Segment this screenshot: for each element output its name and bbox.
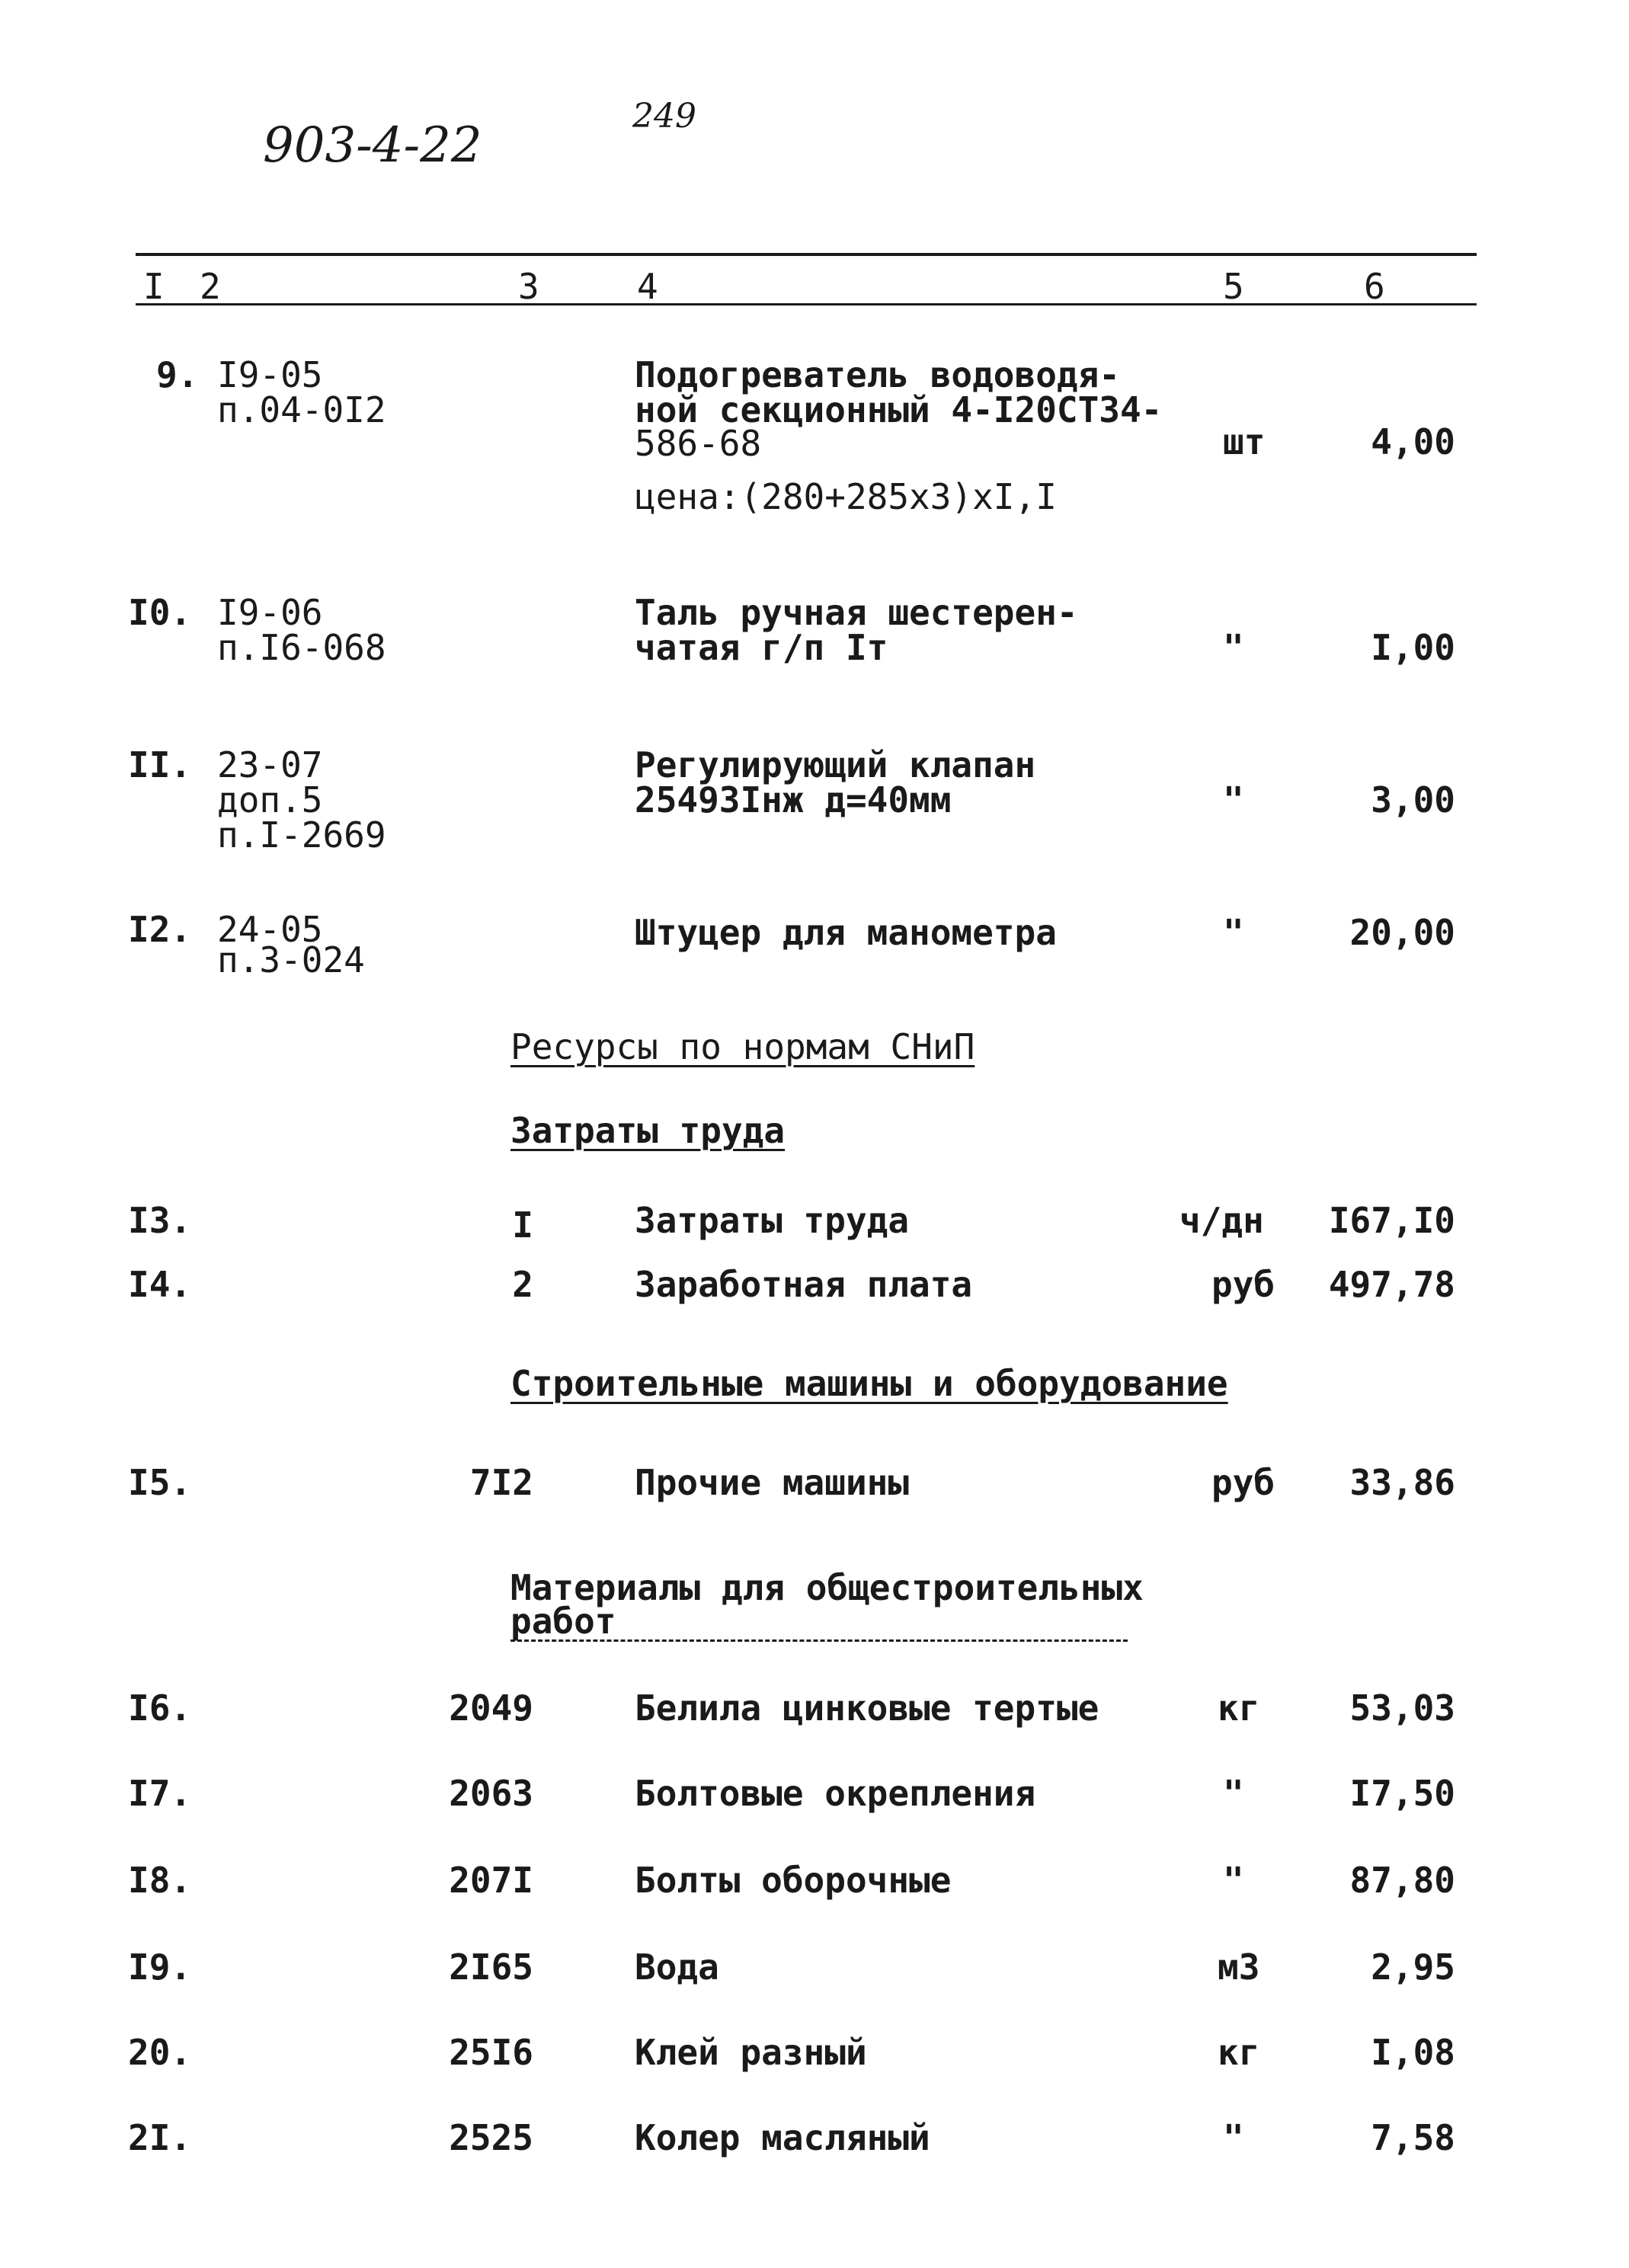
column-header-1: I [143,266,165,307]
column-header-4: 4 [637,266,658,307]
row-number: I8. [128,1860,192,1901]
row-number: 2I. [128,2117,192,2158]
row-unit: кг [1218,2032,1260,2073]
row-unit: ч/дн [1179,1200,1264,1241]
row-name: Колер масляный [635,2117,930,2158]
row-code-number: I [512,1204,533,1246]
column-header-6: 6 [1364,266,1385,307]
row-code-number: 2 [512,1264,533,1305]
column-header-3: 3 [518,266,539,307]
row-name-line: 25493Iнж д=40мм [635,779,952,821]
row-unit: руб [1211,1264,1275,1305]
row-code-line: I9-06 [217,592,323,633]
row-name-line: Таль ручная шестерен- [635,592,1078,633]
row-name: Болты оборочные [635,1860,952,1901]
row-code-line: п.I-2669 [217,814,386,856]
row-name-line: чатая г/п Iт [635,627,888,668]
row-unit: " [1223,1773,1244,1814]
page-number: 249 [632,97,696,136]
row-number: I9. [128,1947,192,1988]
row-name: Белила цинковые тертые [635,1687,1099,1729]
row-name-line: Подогреватель водоводя- [635,354,1120,395]
row-quantity: 2,95 [1371,1947,1455,1988]
section-heading-materials: Материалы для общестроительных [510,1567,1144,1608]
table-header-rule [136,303,1477,305]
row-unit: кг [1218,1687,1260,1729]
row-number: I5. [128,1462,192,1503]
row-code-number: 2063 [449,1773,533,1814]
row-code-number: 207I [449,1860,533,1901]
row-quantity: 3,00 [1371,779,1455,821]
row-code-line: 23-07 [217,744,323,785]
row-number: I3. [128,1200,192,1241]
row-unit: " [1223,912,1244,953]
row-code-number: 25I6 [449,2032,533,2073]
row-name-line: ной секционный 4-I20СТ34- [635,389,1163,430]
row-number: 20. [128,2032,192,2073]
row-number: I4. [128,1264,192,1305]
row-unit: " [1223,779,1244,821]
row-quantity: 497,78 [1328,1264,1455,1305]
row-number: 9. [156,354,199,395]
row-unit: " [1223,1860,1244,1901]
row-code-number: 2525 [449,2117,533,2158]
section-heading-machines: Строительные машины и оборудование [510,1363,1228,1404]
section-heading-materials-line2 [510,1603,1128,1642]
row-code-line: I9-05 [217,354,323,395]
row-code-line: п.I6-068 [217,627,386,668]
row-code-number: 7I2 [469,1462,533,1503]
row-code-line: п.3-024 [217,939,365,980]
row-code-line: п.04-0I2 [217,389,386,430]
row-quantity: 53,03 [1349,1687,1455,1729]
row-number: I0. [128,592,192,633]
row-quantity: I,00 [1371,627,1455,668]
row-note: цена:(280+285x3)xI,I [635,476,1057,517]
row-quantity: 4,00 [1371,421,1455,462]
section-heading-resources: Ресурсы по нормам СНиП [510,1026,975,1067]
row-code-line: 24-05 [217,909,323,950]
row-name: Заработная плата [635,1264,973,1305]
row-name-line: Регулирующий клапан [635,744,1036,785]
row-code-number: 2049 [449,1687,533,1729]
column-header-5: 5 [1223,266,1244,307]
row-quantity: I,08 [1371,2032,1455,2073]
row-code-number: 2I65 [449,1947,533,1988]
row-number: II. [128,744,192,785]
row-code-line: доп.5 [217,779,323,821]
row-unit: м3 [1218,1947,1260,1988]
row-name: Болтовые окрепления [635,1773,1036,1814]
row-number: I7. [128,1773,192,1814]
row-name: Прочие машины [635,1462,910,1503]
row-quantity: 7,58 [1371,2117,1455,2158]
column-header-2: 2 [200,266,221,307]
row-quantity: 33,86 [1349,1462,1455,1503]
section-heading-materials-word: работ [510,1601,616,1642]
row-quantity: 87,80 [1349,1860,1455,1901]
row-name: Вода [635,1947,719,1988]
row-unit: " [1223,2117,1244,2158]
row-unit: руб [1211,1462,1275,1503]
section-heading-labor: Затраты труда [510,1110,786,1151]
row-name: Клей разный [635,2032,867,2073]
row-name: Затраты труда [635,1200,910,1241]
document-number: 903-4-22 [263,117,482,174]
row-unit: " [1223,627,1244,668]
row-quantity: I7,50 [1349,1773,1455,1814]
row-quantity: I67,I0 [1328,1200,1455,1241]
row-name-line: 586-68 [635,423,762,464]
row-number: I2. [128,909,192,950]
row-quantity: 20,00 [1349,912,1455,953]
row-name-line: Штуцер для манометра [635,912,1057,953]
row-unit: шт [1223,421,1266,462]
row-number: I6. [128,1687,192,1729]
table-top-rule [136,253,1477,256]
